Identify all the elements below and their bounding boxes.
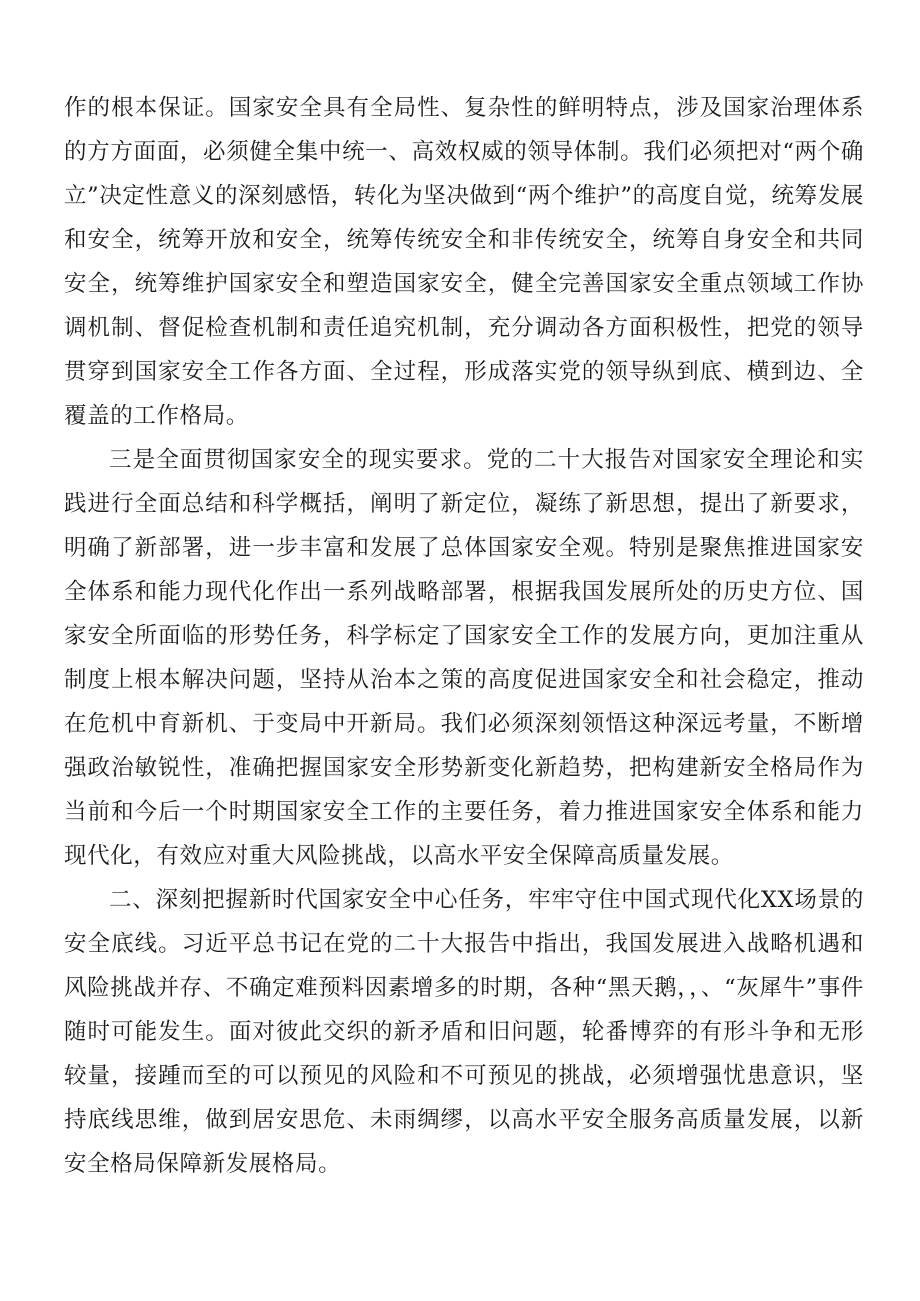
paragraph-3: 二、深刻把握新时代国家安全中心任务，牢牢守住中国式现代化XX场景的安全底线。习近平总书记在党的二十大报告中指出，我国发展进入战略机遇和风险挑战并存、不确定难预料因素增多的时期，各种“黑天鹅，，、“灰犀牛”事件随时可能发生。面对彼此交织的新矛盾和旧问题，轮番博弈的有形斗争和无形较量，接踵而至的可以预见的风险和不可预见的挑战，必须增强忧患意识，坚持底线思维，做到居安思危、未雨绸缪，以高水平安全服务高质量发展，以新安全格局保障新发展格局。 xyxy=(64,887,864,1177)
document-body xyxy=(64,86,864,1186)
paragraph-2: 三是全面贯彻国家安全的现实要求。党的二十大报告对国家安全理论和实践进行全面总结和科学概括，阐明了新定位，凝练了新思想，提出了新要求，明确了新部署，进一步丰富和发展了总体国家安全观。特别是聚焦推进国家安全体系和能力现代化作出一系列战略部署，根据我国发展所处的历史方位、国家安全所面临的形势任务，科学标定了国家安全工作的发展方向，更加注重从制度上根本解决问题，坚持从治本之策的高度促进国家安全和社会稳定，推动在危机中育新机、于变局中开新局。我们必须深刻领悟这种深远考量，不断增强政治敏锐性，准确把握国家安全形势新变化新趋势，把构建新安全格局作为当前和今后一个时期国家安全工作的主要任务，着力推进国家安全体系和能力现代化，有效应对重大风险挑战，以高水平安全保障高质量发展。 xyxy=(64,447,864,869)
paragraph-1: 作的根本保证。国家安全具有全局性、复杂性的鲜明特点，涉及国家治理体系的方方面面，必须健全集中统一、高效权威的领导体制。我们必须把对“两个确立”决定性意义的深刻感悟，转化为坚决做到“两个维护”的高度自觉，统筹发展和安全，统筹开放和安全，统筹传统安全和非传统安全，统筹自身安全和共同安全，统筹维护国家安全和塑造国家安全，健全完善国家安全重点领域工作协调机制、督促检查机制和责任追究机制，充分调动各方面积极性，把党的领导贯穿到国家安全工作各方面、全过程，形成落实党的领导纵到底、横到边、全覆盖的工作格局。 xyxy=(64,95,864,429)
